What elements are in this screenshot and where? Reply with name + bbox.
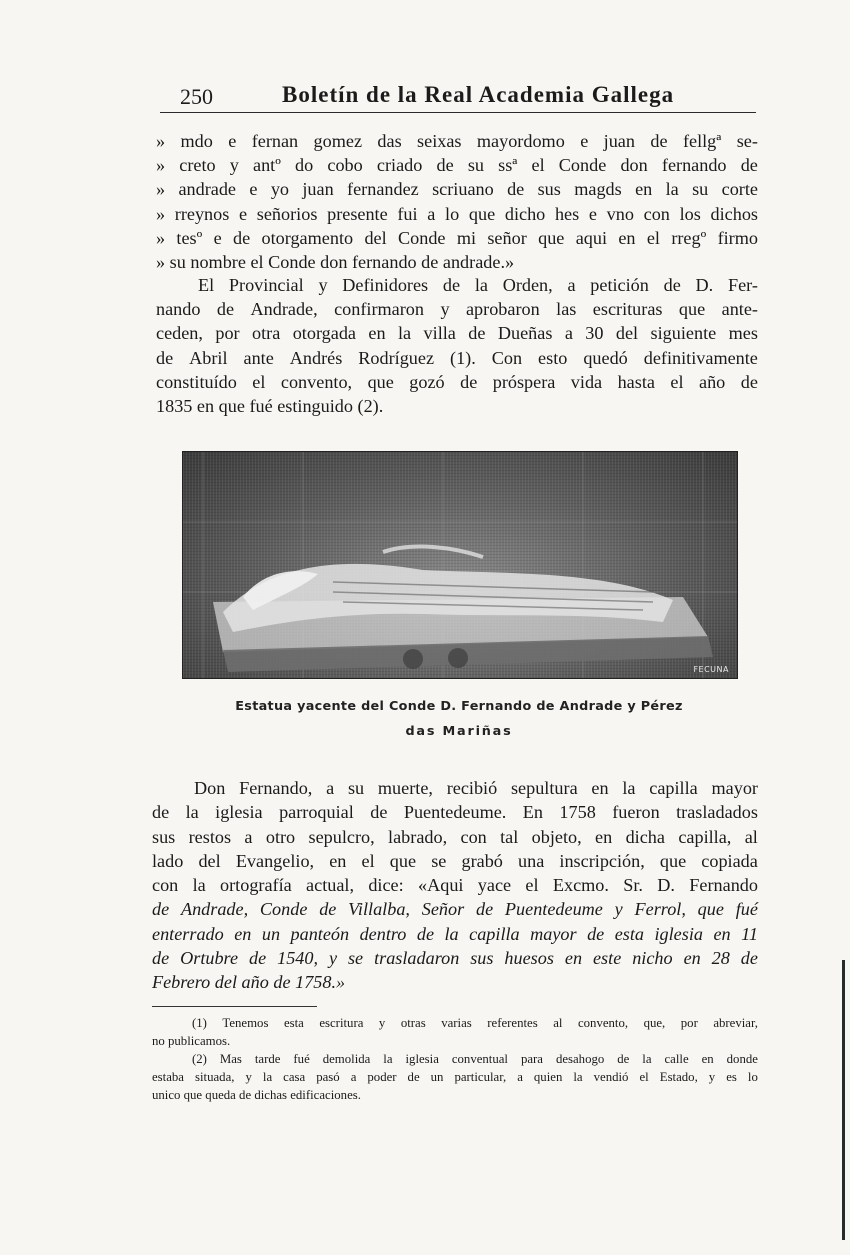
text-line: 1835 en que fué estinguido (2). — [156, 395, 384, 416]
text-line: sus restos a otro sepulcro, labrado, con tal objeto, en dicha capilla, al — [152, 826, 758, 847]
footnote-line: unico que queda de dichas edificaciones. — [152, 1088, 361, 1102]
text-line: con la ortografía actual, dice: «Aqui yace el Excmo. Sr. D. Fernando — [152, 875, 758, 896]
paragraph-1 — [156, 273, 758, 418]
running-title: Boletín de la Real Academia Gallega — [282, 82, 675, 107]
page-number: 250 — [180, 84, 213, 109]
footnote-2 — [152, 1050, 758, 1104]
figure-caption-line-2: das Mariñas — [405, 724, 513, 739]
inscription-line: de Ortubre de 1540, y se trasladaron sus huesos en este nicho en 28 de — [152, 948, 758, 969]
figure-caption-line-1: Estatua yacente del Conde D. Fernando de Andrade y Pérez — [235, 699, 683, 714]
text-line: constituído el convento, que gozó de próspera vida hasta el año de — [156, 371, 758, 392]
scan-edge-mark — [842, 960, 845, 1240]
footnote-line: (1) Tenemos esta escritura y otras varias referentes al convento, que, por abreviar, — [192, 1016, 758, 1030]
paragraph-2 — [152, 776, 758, 995]
text-line: de la iglesia parroquial de Puentedeume. En 1758 fueron trasladados — [152, 802, 758, 823]
text-line: de Abril ante Andrés Rodríguez (1). Con esto quedó definitivamente — [156, 347, 758, 368]
footnote-rule — [152, 1006, 317, 1007]
text-line: » su nombre el Conde don fernando de andrade.» — [156, 251, 515, 272]
footnote-1 — [152, 1014, 758, 1050]
inscription-line: Febrero del año de 1758.» — [152, 972, 346, 993]
footnote-line: no publicamos. — [152, 1034, 231, 1048]
text-line: » tesº e de otorgamento del Conde mi señor que aqui en el rregº firmo — [156, 227, 758, 248]
photo-credit-mark: FECUNA — [693, 665, 729, 674]
footnote-line: estaba situada, y la casa pasó a poder de un particular, a quien la vendió el Estado, y es lo — [152, 1070, 758, 1084]
page-header — [160, 78, 756, 113]
text-line: » rreynos e señorios presente fui a lo que dicho hes e vno con los dichos — [156, 203, 758, 224]
tomb-effigy-photograph — [182, 451, 738, 679]
text-line: ceden, por otra otorgada en la villa de Dueñas a 30 del siguiente mes — [156, 323, 758, 344]
effigy-illustration — [183, 452, 737, 678]
text-line: El Provincial y Definidores de la Orden, a petición de D. Fer- — [198, 275, 758, 295]
text-line: lado del Evangelio, en el que se grabó una inscripción, que copiada — [152, 850, 758, 871]
inscription-line: enterrado en un panteón dentro de la capilla mayor de esta iglesia en 11 — [152, 923, 758, 944]
text-line: Don Fernando, a su muerte, recibió sepultura en la capilla mayor — [194, 778, 758, 798]
text-line: » creto y antº do cobo criado de su ssª el Conde don fernando de — [156, 155, 758, 176]
text-line: » mdo e fernan gomez das seixas mayordomo e juan de fellgª se- — [156, 131, 758, 151]
inscription-line: de Andrade, Conde de Villalba, Señor de Puentedeume y Ferrol, que fué — [152, 899, 758, 920]
quoted-document-text — [156, 129, 758, 274]
text-line: » andrade e yo juan fernandez scriuano de sus magds en la su corte — [156, 179, 758, 200]
footnote-line: (2) Mas tarde fué demolida la iglesia conventual para desahogo de la calle en donde — [192, 1052, 758, 1066]
text-line: nando de Andrade, confirmaron y aprobaron las escrituras que ante- — [156, 299, 758, 320]
